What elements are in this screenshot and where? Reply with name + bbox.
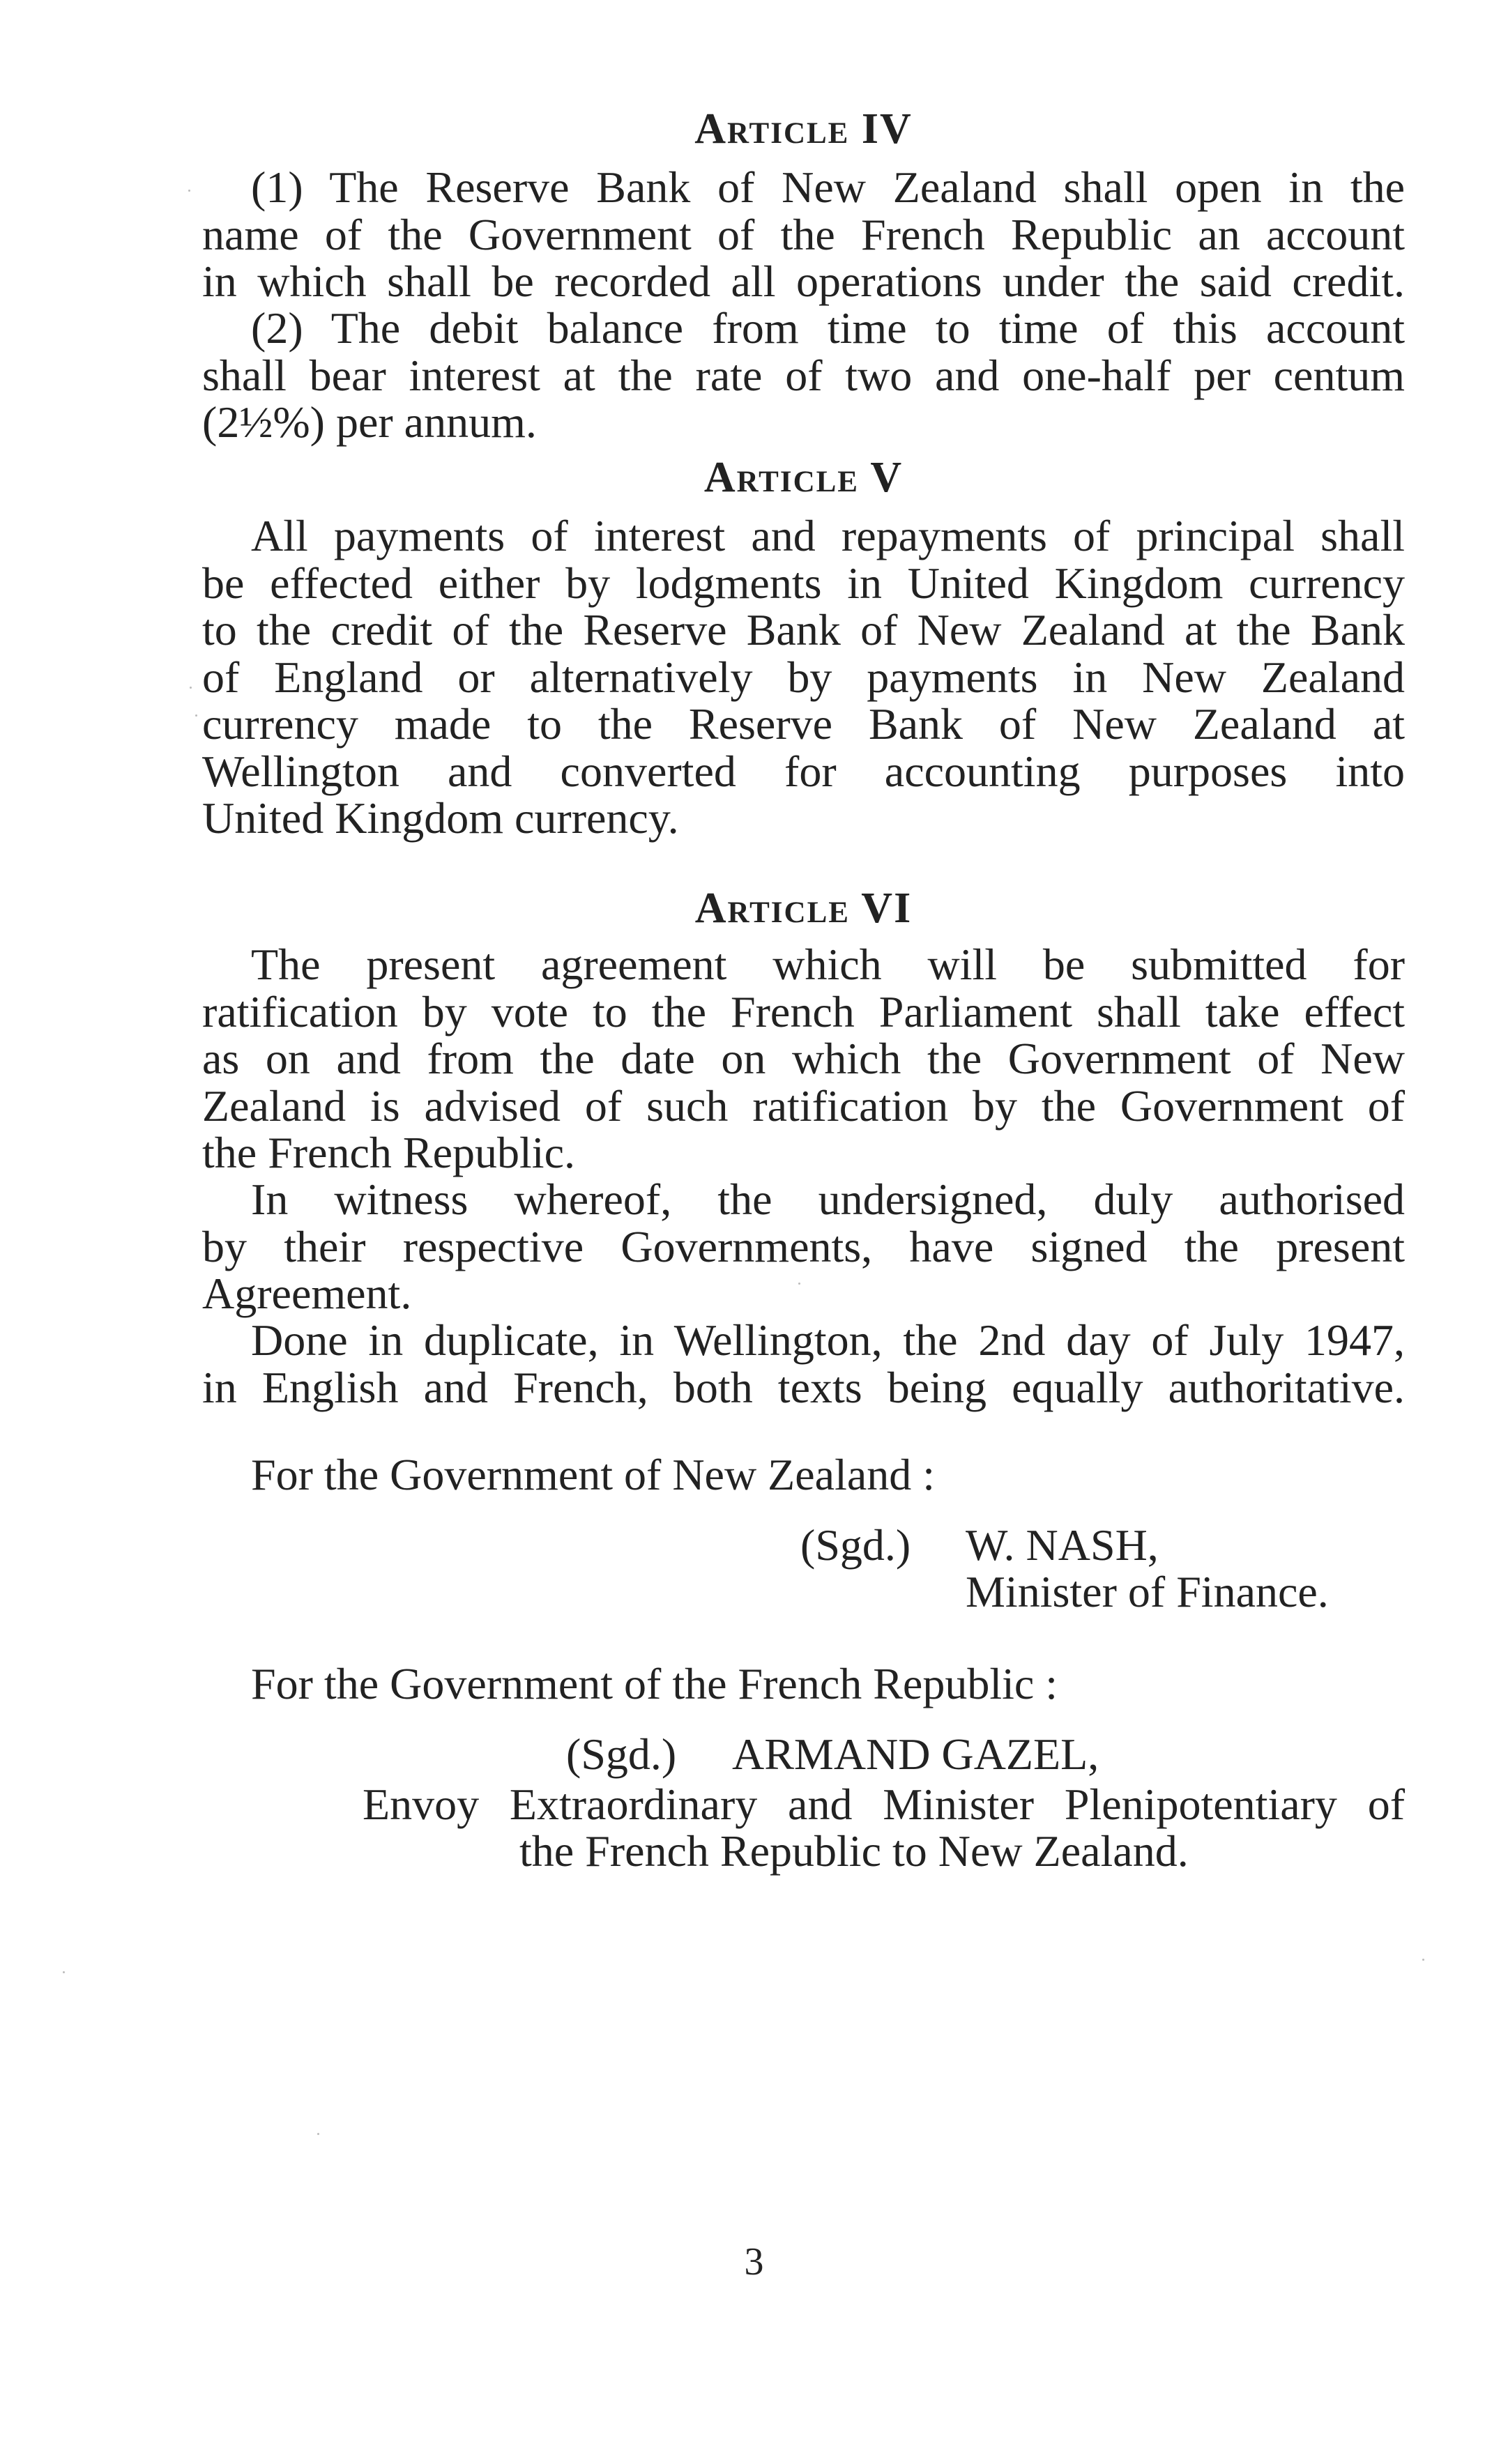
fr-sgd-label: (Sgd.) <box>566 1729 677 1779</box>
text-line: to the credit of the Reserve Bank of New Zealand at the Bank <box>202 605 1405 655</box>
scan-speck <box>317 2133 319 2135</box>
text-line: the French Republic. <box>202 1128 575 1177</box>
fr-signatory-title-line-2: the French Republic to New Zealand. <box>519 1826 1189 1876</box>
fr-signature-block <box>202 1660 1405 1708</box>
scan-speck <box>798 1283 800 1285</box>
nz-signature-block <box>202 1451 1405 1499</box>
scan-speck <box>188 190 190 192</box>
text-line: as on and from the date on which the Government of New <box>202 1034 1405 1083</box>
text-line: (2½%) per annum. <box>202 397 537 447</box>
page-number: 3 <box>744 2240 764 2283</box>
article-vi-paragraph-2 <box>202 1176 1405 1317</box>
text-line: Wellington and converted for accounting purposes into <box>202 746 1405 796</box>
text-line: The present agreement which will be submitted for <box>251 940 1405 989</box>
nz-sgd-label: (Sgd.) <box>800 1520 911 1570</box>
article-vi-paragraph-3 <box>202 1317 1405 1411</box>
article-vi-section <box>202 884 1405 933</box>
article-v-heading: Article V <box>703 454 904 501</box>
text-line: Done in duplicate, in Wellington, the 2nd day of July 1947, <box>251 1315 1405 1365</box>
text-line: (1) The Reserve Bank of New Zealand shall open in the <box>251 162 1405 212</box>
nz-signatory-name: W. NASH, <box>966 1520 1159 1570</box>
article-v-paragraph <box>202 512 1405 842</box>
article-iv-paragraph-1 <box>202 164 1405 305</box>
text-line: of England or alternatively by payments in New Zealand <box>202 652 1405 702</box>
text-line: Agreement. <box>202 1269 412 1318</box>
fr-for-line: For the Government of the French Republic : <box>251 1659 1058 1708</box>
text-line: by their respective Governments, have signed the present <box>202 1221 1405 1271</box>
article-iv-heading: Article IV <box>694 105 913 153</box>
fr-signatory-title-line-1: Envoy Extraordinary and Minister Plenipotentiary of <box>363 1780 1405 1829</box>
scan-speck <box>195 714 197 717</box>
text-line: All payments of interest and repayments of principal shall <box>251 511 1405 560</box>
text-line: currency made to the Reserve Bank of New Zealand at <box>202 699 1405 749</box>
text-line: be effected either by lodgments in United Kingdom currency <box>202 558 1405 608</box>
scan-speck <box>63 1971 65 1973</box>
article-iv-paragraph-2 <box>202 305 1405 446</box>
text-line: ratification by vote to the French Parliament shall take effect <box>202 986 1405 1036</box>
fr-signatory-name: ARMAND GAZEL, <box>732 1729 1099 1779</box>
nz-for-line: For the Government of New Zealand : <box>251 1450 936 1499</box>
article-vi-heading: Article VI <box>694 885 913 932</box>
text-line: (2) The debit balance from time to time of this account <box>251 303 1405 353</box>
article-vi-paragraph-1 <box>202 941 1405 1177</box>
text-line: Zealand is advised of such ratification by the Government of <box>202 1080 1405 1131</box>
text-line: In witness whereof, the undersigned, duly authorised <box>251 1174 1405 1224</box>
text-line: in which shall be recorded all operations under the said credit. <box>202 257 1405 306</box>
text-line: United Kingdom currency. <box>202 793 679 843</box>
text-line: name of the Government of the French Republic an account <box>202 209 1405 259</box>
scan-speck <box>190 687 192 689</box>
text-line: shall bear interest at the rate of two and one-half per centum <box>202 350 1405 400</box>
article-iv-section <box>202 105 1405 153</box>
text-line: in English and French, both texts being equally authoritative. <box>202 1362 1405 1412</box>
nz-signatory-title: Minister of Finance. <box>966 1567 1329 1616</box>
article-v-section <box>202 453 1405 502</box>
scan-speck <box>1422 1959 1424 1961</box>
